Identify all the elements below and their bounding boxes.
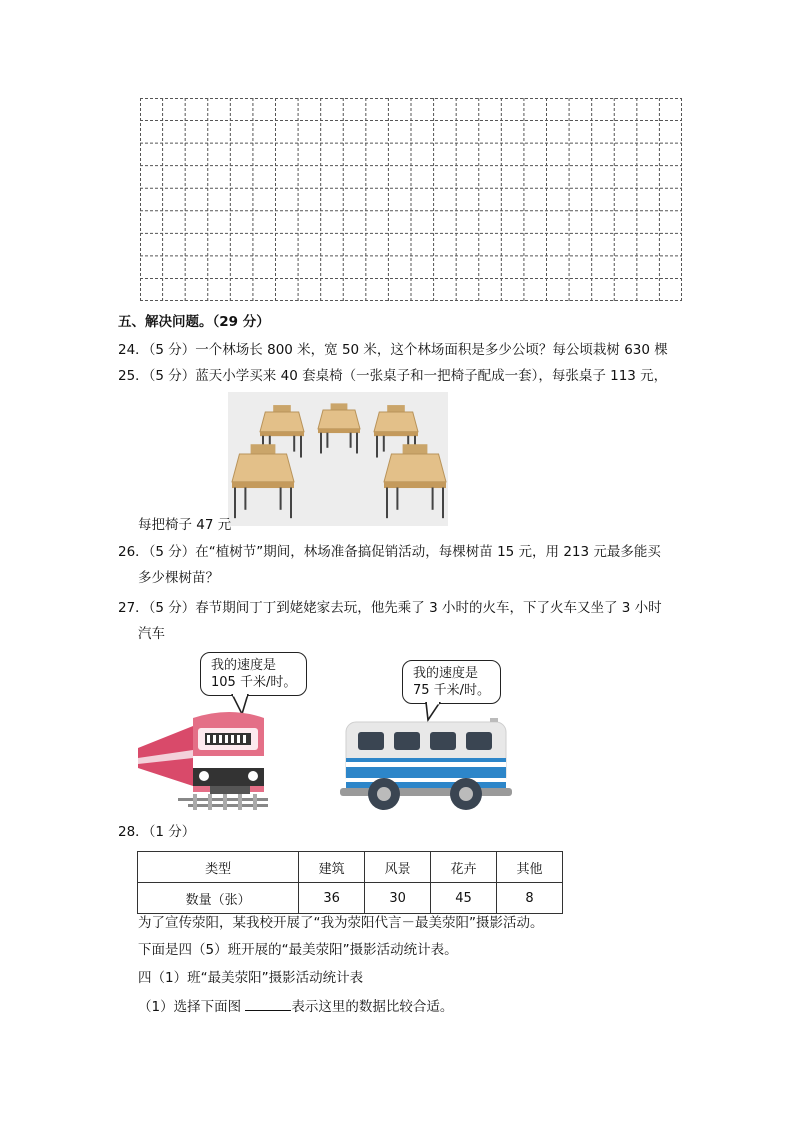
question-27-line1: 27．（5 分）春节期间丁丁到姥姥家去玩，他先乘了 3 小时的火车，下了火车又坐了 3 小时 — [118, 600, 662, 616]
bus-image — [340, 718, 512, 814]
bus-bubble-line2: 75 千米/时。 — [413, 683, 491, 698]
table-cell: 30 — [365, 883, 431, 914]
train-bubble-line2: 105 千米/时。 — [211, 675, 297, 690]
train-speech-bubble — [200, 652, 307, 696]
table-header-row — [138, 852, 563, 883]
question-28-text3: 四（1）班“最美荥阳”摄影活动统计表 — [138, 970, 364, 986]
question-24: 24．（5 分）一个林场长 800 米，宽 50 米，这个林场面积是多少公顷？每公顷栽树 630 棵 — [118, 342, 668, 358]
table-cell: 数量（张） — [138, 883, 299, 914]
photo-stats-table — [137, 851, 563, 914]
table-cell: 36 — [299, 883, 365, 914]
sub1-suffix: 表示这里的数据比较合适。 — [291, 999, 454, 1015]
answer-blank[interactable] — [245, 996, 291, 1011]
dashed-answer-grid — [140, 98, 682, 301]
question-28-text2: 下面是四（5）班开展的“最美荥阳”摄影活动统计表。 — [138, 942, 458, 958]
bus-bubble-line1: 我的速度是 — [413, 666, 479, 681]
question-28-sub1 — [138, 996, 453, 1017]
table-row — [138, 883, 563, 914]
question-26-line1: 26．（5 分）在“植树节”期间，林场准备搞促销活动，每棵树苗 15 元，用 213 元最多能买 — [118, 544, 661, 560]
section-title: 五、解决问题。（29 分） — [118, 314, 270, 330]
question-25-line2: 每把椅子 47 元 — [138, 517, 232, 533]
table-cell: 类型 — [138, 852, 299, 883]
table-cell: 建筑 — [299, 852, 365, 883]
question-27-line2: 汽车 — [138, 626, 165, 642]
bus-speech-bubble — [402, 660, 501, 704]
table-cell: 其他 — [497, 852, 563, 883]
table-cell: 花卉 — [431, 852, 497, 883]
desks-image — [228, 392, 448, 526]
question-25-line1: 25．（5 分）蓝天小学买来 40 套桌椅（一张桌子和一把椅子配成一套），每张桌子 113 元， — [118, 368, 668, 384]
table-cell: 风景 — [365, 852, 431, 883]
question-26-line2: 多少棵树苗？ — [138, 570, 219, 586]
table-cell: 45 — [431, 883, 497, 914]
table-cell: 8 — [497, 883, 563, 914]
question-28-text1: 为了宣传荥阳，某我校开展了“我为荥阳代言－最美荥阳”摄影活动。 — [138, 915, 544, 931]
question-28-label: 28．（1 分） — [118, 824, 196, 840]
train-bubble-line1: 我的速度是 — [211, 658, 277, 673]
train-image — [138, 706, 268, 812]
sub1-prefix: （1）选择下面图 — [138, 999, 246, 1015]
